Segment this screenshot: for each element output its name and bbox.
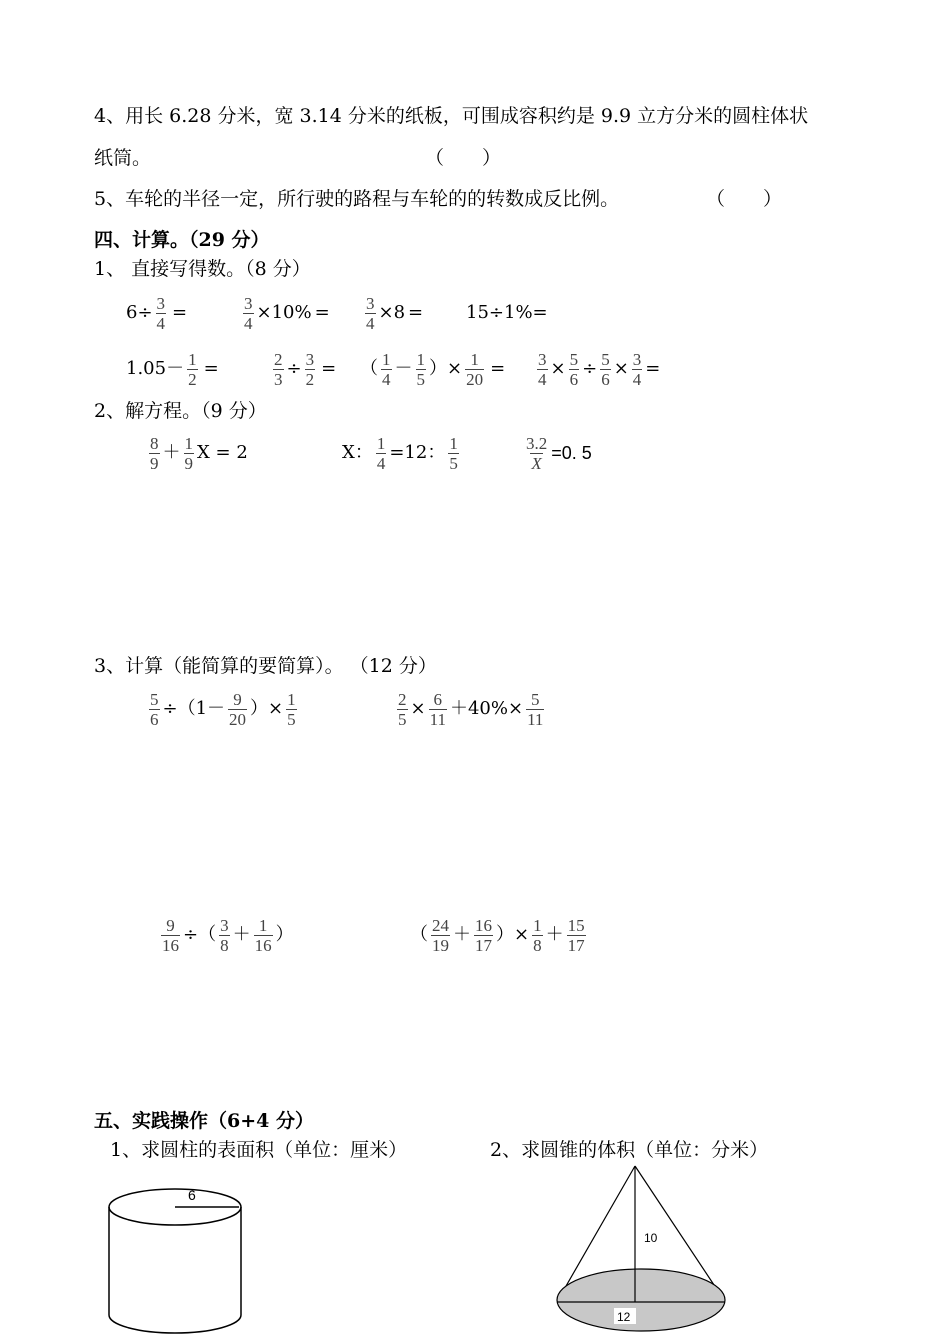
numerator: 1: [449, 433, 458, 453]
numerator: 3: [220, 915, 229, 935]
denominator: 5: [398, 709, 407, 729]
math-text: ×8: [378, 302, 406, 323]
math-text: （: [198, 924, 217, 945]
math-text: 15÷1%=: [466, 302, 548, 323]
denominator: 19: [432, 935, 449, 955]
math-text: ÷: [286, 358, 302, 379]
numerator: 9: [166, 915, 175, 935]
calc-3: [158, 912, 294, 958]
fraction: [376, 434, 387, 473]
denominator: 4: [632, 369, 642, 389]
math-text: ×: [613, 358, 629, 379]
calc-1: [146, 686, 300, 732]
math-text: ＋: [545, 924, 564, 945]
numerator: 16: [475, 915, 492, 935]
numerator: 1: [287, 689, 296, 709]
math-text: ÷: [162, 698, 178, 719]
denominator: 16: [162, 935, 179, 955]
denominator: 17: [475, 935, 492, 955]
math-text: 1.05－: [126, 358, 185, 379]
fraction: [431, 916, 450, 955]
math-text: （: [360, 358, 378, 379]
fraction: [149, 434, 160, 473]
denominator: 4: [244, 313, 253, 333]
fraction: [429, 690, 447, 729]
question-5-answer-paren[interactable]: （ ）: [706, 188, 783, 210]
equals-sign: =: [490, 358, 506, 379]
equation-1: [146, 430, 248, 476]
math-text: ）: [496, 924, 514, 945]
fraction: [365, 294, 376, 333]
fraction: [474, 916, 493, 955]
oral-calc-2: [240, 290, 333, 336]
numerator: 1: [258, 915, 268, 935]
cylinder-bottom-arc: [109, 1315, 241, 1333]
denominator: 11: [527, 709, 544, 729]
numerator: 1: [188, 349, 197, 369]
denominator: 16: [254, 935, 272, 955]
equals-sign: =: [321, 358, 337, 379]
math-text: －: [394, 358, 413, 379]
numerator: 8: [150, 433, 159, 453]
section-4-title: 四、计算。（29 分）: [94, 229, 270, 251]
denominator: 6: [569, 369, 579, 389]
cone-figure: [548, 1162, 738, 1342]
calc-4: [410, 912, 589, 958]
equals-sign: =: [203, 358, 219, 379]
oral-calc-7: [360, 346, 508, 392]
fraction: [273, 350, 284, 389]
oral-calc-6: [270, 346, 339, 392]
math-text: ）: [275, 924, 294, 945]
oral-calc-5: [126, 346, 222, 392]
fraction: [537, 350, 548, 389]
denominator: X: [531, 453, 542, 473]
oral-calc-8: [534, 346, 660, 392]
numerator: 15: [567, 915, 585, 935]
fraction: [632, 350, 643, 389]
numerator: 3: [538, 349, 547, 369]
cone-diameter-label: 12: [617, 1310, 631, 1324]
numerator: 3: [156, 293, 166, 313]
numerator: 5: [601, 349, 610, 369]
oral-calc-4: [466, 290, 548, 336]
fraction: [149, 690, 160, 729]
denominator: 5: [416, 369, 425, 389]
cone-height-label: 10: [644, 1231, 658, 1245]
numerator: 1: [533, 915, 542, 935]
section-5-part-2: 2、求圆锥的体积（单位：分米）: [490, 1139, 769, 1161]
question-4-answer-paren[interactable]: （ ）: [425, 147, 502, 169]
fraction: [532, 916, 543, 955]
fraction: [397, 690, 408, 729]
calc-2: [394, 686, 547, 732]
fraction: [243, 294, 254, 333]
denominator: 20: [466, 369, 484, 389]
fraction: [569, 350, 580, 389]
math-text: 1－: [195, 698, 226, 719]
math-text: =0. 5: [551, 443, 592, 463]
fraction: [448, 434, 459, 473]
section-4-part-2-title: 2、解方程。（9 分）: [94, 400, 267, 422]
fraction: [228, 690, 247, 729]
section-4-part-1-title: 1、 直接写得数。（8 分）: [94, 258, 311, 280]
math-text: ）: [250, 698, 269, 719]
math-text: =12：: [389, 442, 446, 463]
cylinder-radius-label: 6: [188, 1187, 196, 1203]
question-4-line-1: 4、用长 6.28 分米，宽 3.14 分米的纸板，可围成容积约是 9.9 立方分米的圆柱体状: [94, 105, 809, 127]
denominator: 4: [538, 369, 547, 389]
fraction: [161, 916, 180, 955]
math-text: ＋: [162, 442, 181, 463]
math-text: ＋: [453, 924, 471, 945]
math-text: ÷: [183, 924, 199, 945]
denominator: 6: [601, 369, 610, 389]
denominator: 2: [188, 369, 197, 389]
section-5-part-1: 1、求圆柱的表面积（单位：厘米）: [110, 1139, 408, 1161]
fraction: [254, 916, 273, 955]
math-text: ×: [447, 358, 463, 379]
numerator: 5: [150, 689, 159, 709]
math-text: ×: [410, 698, 426, 719]
denominator: 4: [382, 369, 391, 389]
numerator: 1: [470, 349, 479, 369]
section-5-title: 五、实践操作（6+4 分）: [94, 1110, 314, 1132]
fraction: [187, 350, 198, 389]
denominator: 8: [533, 935, 542, 955]
numerator: 1: [184, 433, 193, 453]
fraction: [526, 690, 544, 729]
denominator: 3: [274, 369, 283, 389]
cylinder-figure: [100, 1180, 250, 1342]
numerator: 3: [244, 293, 253, 313]
fraction: [286, 690, 297, 729]
cone-base-ellipse: [557, 1269, 725, 1331]
equals-sign: =: [172, 302, 188, 323]
fraction: [305, 350, 316, 389]
section-4-part-3-title: 3、计算（能简算的要简算）。 （12 分）: [94, 655, 437, 677]
numerator: 9: [233, 689, 242, 709]
equals-sign: =: [408, 302, 424, 323]
fraction: [600, 350, 611, 389]
numerator: 5: [531, 689, 540, 709]
math-text: 6÷: [126, 302, 153, 323]
equation-3: [522, 430, 592, 476]
denominator: 9: [150, 453, 159, 473]
numerator: 24: [432, 915, 449, 935]
numerator: 1: [416, 349, 425, 369]
numerator: 5: [569, 349, 579, 369]
denominator: 5: [449, 453, 458, 473]
numerator: 2: [274, 349, 283, 369]
fraction: [567, 916, 586, 955]
denominator: 9: [184, 453, 193, 473]
question-4-line-2: 纸筒。: [94, 147, 152, 169]
math-text: X = 2: [197, 442, 248, 463]
denominator: 20: [229, 709, 247, 729]
math-text: ÷: [582, 358, 598, 379]
denominator: 11: [429, 709, 446, 729]
math-text: ＋40%×: [449, 698, 524, 719]
denominator: 4: [376, 453, 386, 473]
numerator: 3: [366, 293, 375, 313]
denominator: 8: [220, 935, 229, 955]
math-text: ＋: [232, 924, 251, 945]
oral-calc-3: [362, 290, 426, 336]
equation-2: [342, 430, 462, 476]
equals-sign: =: [314, 302, 330, 323]
denominator: 17: [567, 935, 585, 955]
numerator: 3: [305, 349, 315, 369]
numerator: 1: [376, 433, 386, 453]
numerator: 3: [632, 349, 642, 369]
question-5: 5、车轮的半径一定，所行驶的路程与车轮的的转数成反比例。: [94, 188, 620, 210]
math-text: ×10%: [256, 302, 312, 323]
numerator: 2: [398, 689, 407, 709]
math-text: ×: [550, 358, 566, 379]
math-text: （: [410, 924, 428, 945]
fraction: [525, 434, 548, 473]
fraction: [219, 916, 230, 955]
denominator: 4: [366, 313, 375, 333]
denominator: 5: [287, 709, 296, 729]
oral-calc-1: [126, 290, 190, 336]
denominator: 6: [150, 709, 159, 729]
denominator: 2: [305, 369, 315, 389]
numerator: 1: [382, 349, 391, 369]
equals-sign: =: [645, 358, 661, 379]
fraction: [465, 350, 484, 389]
numerator: 6: [433, 689, 443, 709]
math-text: ×: [514, 924, 530, 945]
fraction: [184, 434, 195, 473]
fraction: [416, 350, 427, 389]
fraction: [381, 350, 392, 389]
fraction: [156, 294, 167, 333]
math-text: （: [177, 698, 196, 719]
denominator: 4: [156, 313, 166, 333]
math-text: ×: [268, 698, 284, 719]
math-text: ）: [429, 358, 447, 379]
numerator: 3.2: [526, 433, 548, 453]
math-text: X：: [342, 442, 373, 463]
